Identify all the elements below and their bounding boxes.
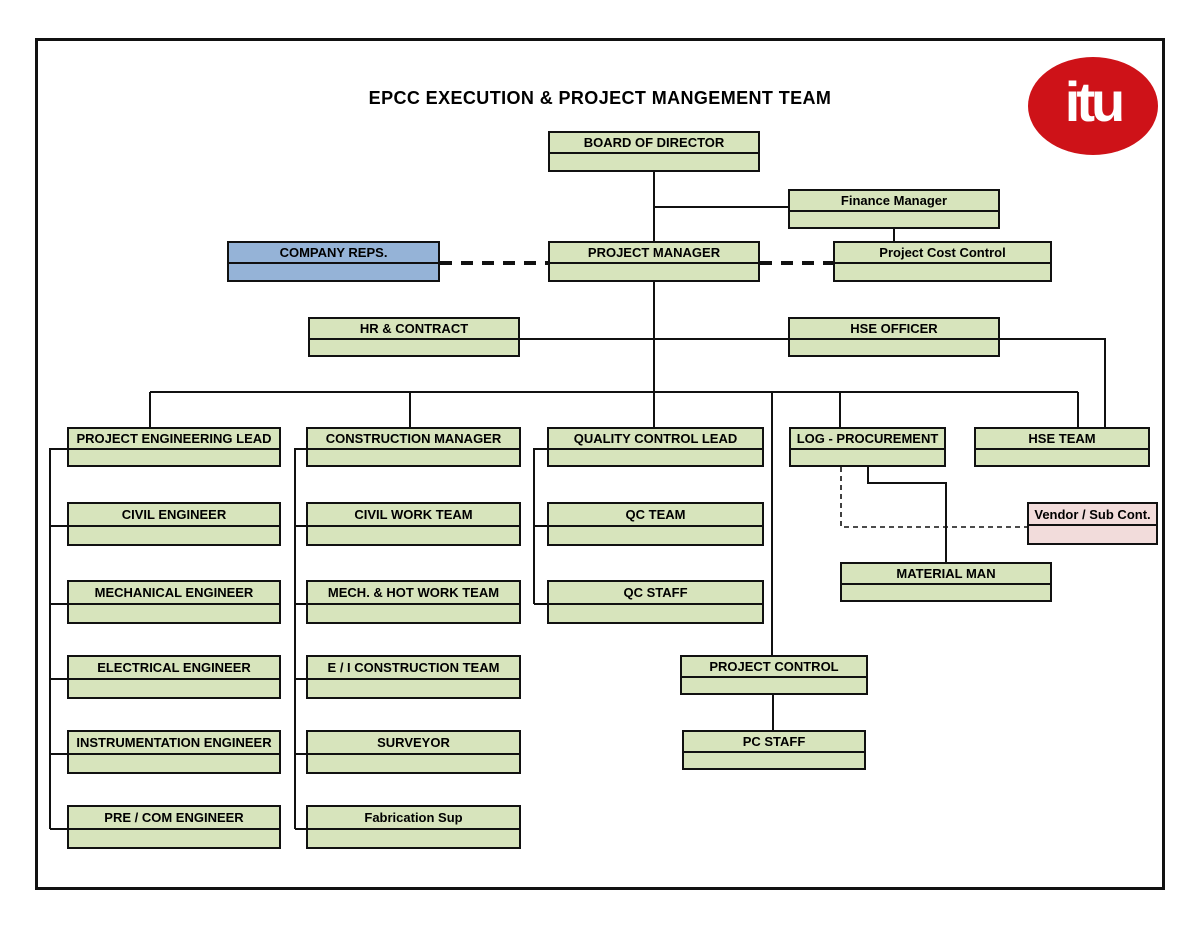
node-label-pre-com-engineer: PRE / COM ENGINEER xyxy=(69,807,279,830)
node-label-surveyor: SURVEYOR xyxy=(308,732,519,755)
node-project-control xyxy=(680,655,868,695)
node-label-hse-team: HSE TEAM xyxy=(976,429,1148,450)
node-empty-row xyxy=(69,527,279,544)
node-label-hse-officer: HSE OFFICER xyxy=(790,319,998,340)
node-empty-row xyxy=(308,605,519,622)
node-label-project-cost-control: Project Cost Control xyxy=(835,243,1050,264)
node-label-qc-staff: QC STAFF xyxy=(549,582,762,605)
node-empty-row xyxy=(835,264,1050,280)
node-hr-contract xyxy=(308,317,520,357)
node-label-quality-control-lead: QUALITY CONTROL LEAD xyxy=(549,429,762,450)
node-empty-row xyxy=(69,605,279,622)
node-civil-engineer xyxy=(67,502,281,546)
node-qc-staff xyxy=(547,580,764,624)
node-project-cost-control xyxy=(833,241,1052,282)
node-surveyor xyxy=(306,730,521,774)
node-label-electrical-engineer: ELECTRICAL ENGINEER xyxy=(69,657,279,680)
node-fabrication-sup xyxy=(306,805,521,849)
node-label-construction-manager: CONSTRUCTION MANAGER xyxy=(308,429,519,450)
node-empty-row xyxy=(69,450,279,465)
node-mech-hot-work-team xyxy=(306,580,521,624)
node-empty-row xyxy=(790,340,998,355)
node-empty-row xyxy=(308,830,519,847)
node-empty-row xyxy=(549,450,762,465)
node-empty-row xyxy=(308,680,519,697)
node-mechanical-engineer xyxy=(67,580,281,624)
node-label-mechanical-engineer: MECHANICAL ENGINEER xyxy=(69,582,279,605)
node-empty-row xyxy=(549,527,762,544)
node-label-vendor-sub-cont: Vendor / Sub Cont. xyxy=(1029,504,1156,526)
node-empty-row xyxy=(1029,526,1156,543)
node-qc-team xyxy=(547,502,764,546)
node-empty-row xyxy=(69,680,279,697)
node-e-i-construction-team xyxy=(306,655,521,699)
node-pre-com-engineer xyxy=(67,805,281,849)
node-label-e-i-construction-team: E / I CONSTRUCTION TEAM xyxy=(308,657,519,680)
node-empty-row xyxy=(790,212,998,227)
node-quality-control-lead xyxy=(547,427,764,467)
itu-logo-icon xyxy=(1028,57,1158,155)
node-label-project-control: PROJECT CONTROL xyxy=(682,657,866,678)
node-empty-row xyxy=(684,753,864,768)
node-empty-row xyxy=(310,340,518,355)
node-electrical-engineer xyxy=(67,655,281,699)
node-civil-work-team xyxy=(306,502,521,546)
node-empty-row xyxy=(69,830,279,847)
node-label-qc-team: QC TEAM xyxy=(549,504,762,527)
node-empty-row xyxy=(550,264,758,280)
node-construction-manager xyxy=(306,427,521,467)
node-instrumentation-engineer xyxy=(67,730,281,774)
node-label-material-man: MATERIAL MAN xyxy=(842,564,1050,585)
node-label-project-manager: PROJECT MANAGER xyxy=(550,243,758,264)
node-label-civil-work-team: CIVIL WORK TEAM xyxy=(308,504,519,527)
node-label-hr-contract: HR & CONTRACT xyxy=(310,319,518,340)
node-empty-row xyxy=(550,154,758,170)
node-label-instrumentation-engineer: INSTRUMENTATION ENGINEER xyxy=(69,732,279,755)
node-material-man xyxy=(840,562,1052,602)
itu-logo-text: itu xyxy=(1064,70,1122,133)
node-label-company-reps: COMPANY REPS. xyxy=(229,243,438,264)
node-pc-staff xyxy=(682,730,866,770)
node-vendor-sub-cont xyxy=(1027,502,1158,545)
node-company-reps xyxy=(227,241,440,282)
node-project-manager xyxy=(548,241,760,282)
node-empty-row xyxy=(682,678,866,693)
node-label-mech-hot-work-team: MECH. & HOT WORK TEAM xyxy=(308,582,519,605)
node-label-project-engineering-lead: PROJECT ENGINEERING LEAD xyxy=(69,429,279,450)
node-empty-row xyxy=(842,585,1050,600)
node-empty-row xyxy=(229,264,438,280)
node-empty-row xyxy=(308,527,519,544)
node-label-civil-engineer: CIVIL ENGINEER xyxy=(69,504,279,527)
node-empty-row xyxy=(791,450,944,465)
node-empty-row xyxy=(69,755,279,772)
node-project-engineering-lead xyxy=(67,427,281,467)
node-label-board-of-director: BOARD OF DIRECTOR xyxy=(550,133,758,154)
node-hse-officer xyxy=(788,317,1000,357)
node-label-fabrication-sup: Fabrication Sup xyxy=(308,807,519,830)
node-label-finance-manager: Finance Manager xyxy=(790,191,998,212)
node-empty-row xyxy=(549,605,762,622)
node-empty-row xyxy=(308,755,519,772)
node-label-log-procurement: LOG - PROCUREMENT xyxy=(791,429,944,450)
node-label-pc-staff: PC STAFF xyxy=(684,732,864,753)
node-empty-row xyxy=(976,450,1148,465)
node-finance-manager xyxy=(788,189,1000,229)
node-log-procurement xyxy=(789,427,946,467)
node-board-of-director xyxy=(548,131,760,172)
node-hse-team xyxy=(974,427,1150,467)
chart-title: EPCC EXECUTION & PROJECT MANGEMENT TEAM xyxy=(368,88,832,108)
node-empty-row xyxy=(308,450,519,465)
